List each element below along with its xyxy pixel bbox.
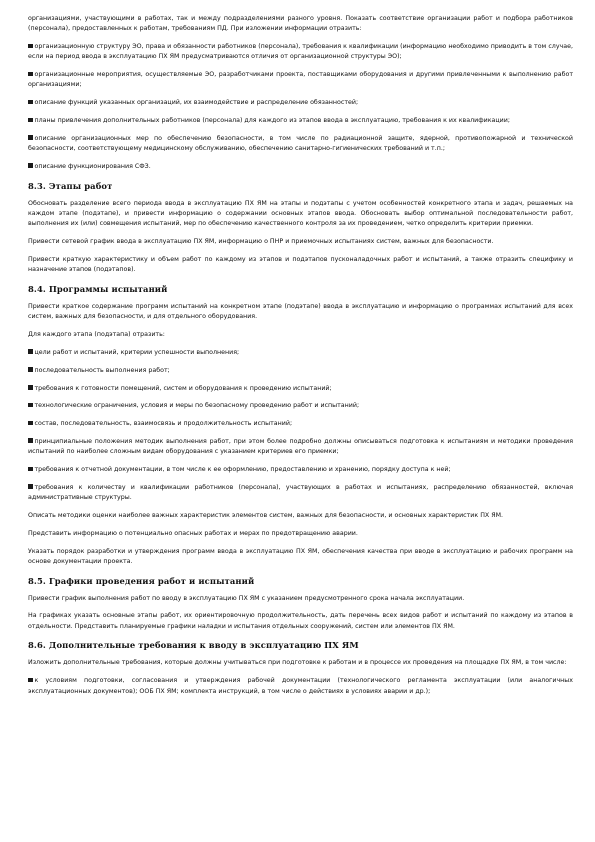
bullet-item-text: организационную структуру ЭО, права и обязанности работников (персонала), требования к квалификации (информацию необходимо приводить в том случае, если на период ввода в эксплуатацию ПХ ЯМ предусматриваются отличия от организационной структуры ЭО); (28, 43, 573, 61)
bullet-item (28, 162, 573, 172)
square-bullet-icon (28, 118, 33, 123)
bullet-item-text: состав, последовательность, взаимосвязь и продолжительность испытаний; (34, 420, 293, 428)
bullet-item (28, 98, 573, 108)
bullet-item-text: технологические ограничения, условия и меры по безопасному проведению работ и испытаний; (34, 402, 360, 410)
paragraph: Привести сетевой график ввода в эксплуатацию ПХ ЯМ, информацию о ПНР и приемочных испытаниях систем, важных для безопасности. (28, 238, 494, 246)
bullet-item (28, 348, 573, 358)
paragraph: Привести краткое содержание программ испытаний на конкретном этапе (подэтапе) ввода в эксплуатацию и информацию о программах испытаний для всех систем, важных для безопасности, и для отдельного оборудования. (28, 303, 573, 321)
bullet-item (28, 116, 573, 126)
square-bullet-icon (28, 678, 33, 683)
paragraph: организациями, участвующими в работах, так и между подразделениями разного уровня. Показать соответствие организации работ и подбора работников (персонала), предоставленных к работам, требованиям ПД. При изложении информации отразить: (28, 15, 573, 33)
bullet-item-text: требования к готовности помещений, систем и оборудования к проведению испытаний; (34, 384, 332, 392)
paragraph: Представить информацию о потенциально опасных работах и мерах по предотвращению аварии. (28, 529, 358, 537)
bullet-item (28, 465, 573, 475)
bullet-item-text: описание организационных мер по обеспечению безопасности, в том числе по радиационной защите, ядерной, противопожарной и технической безопасности, соответствующему медицинскому обслуживанию, обеспечению санитарно-гигиенических требований и т.п.; (28, 134, 573, 153)
bullet-item (28, 70, 573, 91)
square-bullet-icon (28, 467, 33, 472)
square-bullet-icon (28, 403, 33, 408)
bullet-item-text: требования к количеству и квалификации работников (персонала), участвующих в работах и испытаниях, распределению обязанностей, включая административные структуры. (28, 483, 573, 502)
bullet-item-text: описание функций указанных организаций, их взаимодействие и распределение обязанностей; (34, 99, 359, 107)
bullet-item-text: цели работ и испытаний, критерии успешности выполнения; (34, 348, 240, 356)
bullet-item-text: принципиальные положения методик выполнения работ, при этом более подробно должны описываться подготовка к испытаниям и методики проведения испытаний по наиболее сложным видам оборудования с указанием критериев его приемки; (28, 437, 573, 456)
bullet-item (28, 134, 573, 155)
bullet-item-text: организационные мероприятия, осуществляемые ЭО, разработчиками проекта, поставщиками оборудования и другими привлеченными к выполнению работ организациями; (28, 71, 573, 89)
square-bullet-icon (28, 163, 33, 168)
paragraph: Обосновать разделение всего периода ввода в эксплуатацию ПХ ЯМ на этапы и подэтапы с учетом особенностей конкретного этапа и задач, решаемых на каждом этапе (подэтапе), и привести информацию о содержании основных этапов ввода. Обосновать выбор оптимальной последовательности работ, выполнения их (или) совмещения испытаний, мер по обеспечению качественного контроля за их проведением, четко определить критерии приемки. (28, 199, 573, 228)
bullet-item-text: планы привлечения дополнительных работников (персонала) для каждого из этапов ввода в эксплуатацию, требования к их квалификации; (34, 117, 510, 125)
square-bullet-icon (28, 100, 33, 105)
paragraph: Для каждого этапа (подэтапа) отразить: (28, 331, 165, 339)
square-bullet-icon (28, 385, 33, 390)
section-heading: 8.6. Дополнительные требования к вводу в эксплуатацию ПХ ЯМ (28, 640, 359, 651)
bullet-item-text: описание функционирования СФЗ. (34, 162, 151, 170)
paragraph: На графиках указать основные этапы работ, их ориентировочную продолжительность, дать перечень всех видов работ и испытаний по каждому из этапов в отдельности. Представить планируемые графики наладки и испытания отдельных сооружений, систем или элементов ПХ ЯМ. (28, 612, 573, 630)
bullet-item-text: к условиям подготовки, согласования и утверждения рабочей документации (технологического регламента эксплуатации (или аналогичных эксплуатационных документов); ООБ ПХ ЯМ; комплекта инструкций, в том числе о действиях в условиях аварии и др.); (28, 677, 573, 695)
bullet-item (28, 676, 573, 697)
bullet-item-text: последовательность выполнения работ; (34, 366, 170, 374)
section-heading: 8.3. Этапы работ (28, 180, 113, 191)
paragraph: Привести график выполнения работ по вводу в эксплуатацию ПХ ЯМ с указанием предусмотренного срока начала эксплуатации. (28, 594, 465, 602)
paragraph: Привести краткую характеристику и объем работ по каждому из этапов и подэтапов пусконаладочных работ и испытаний, а также отразить специфику и назначение этапов (подэтапов). (28, 255, 573, 274)
bullet-item (28, 42, 573, 63)
bullet-item (28, 401, 573, 411)
square-bullet-icon (28, 421, 33, 426)
bullet-item (28, 483, 573, 504)
square-bullet-icon (28, 135, 33, 140)
square-bullet-icon (28, 367, 33, 372)
square-bullet-icon (28, 72, 33, 77)
section-heading: 8.5. Графики проведения работ и испытаний (28, 575, 255, 586)
paragraph: Изложить дополнительные требования, которые должны учитываться при подготовке к работам и в процессе их проведения на площадке ПХ ЯМ, в том числе: (28, 659, 567, 667)
paragraph: Указать порядок разработки и утверждения программ ввода в эксплуатацию ПХ ЯМ, обеспечения качества при вводе в эксплуатацию и рабочих программ на основе документации проекта. (28, 547, 573, 565)
bullet-item (28, 384, 573, 394)
square-bullet-icon (28, 44, 33, 49)
bullet-item (28, 419, 573, 429)
section-heading: 8.4. Программы испытаний (28, 284, 168, 295)
paragraph: Описать методики оценки наиболее важных характеристик элементов систем, важных для безопасности, и основных характеристик ПХ ЯМ. (28, 511, 504, 519)
bullet-item (28, 366, 573, 376)
bullet-item (28, 437, 573, 458)
square-bullet-icon (28, 438, 33, 443)
square-bullet-icon (28, 484, 33, 489)
bullet-item-text: требования к отчетной документации, в том числе к ее оформлению, предоставлению и хранению, порядку доступа к ней; (34, 466, 451, 474)
square-bullet-icon (28, 349, 33, 354)
